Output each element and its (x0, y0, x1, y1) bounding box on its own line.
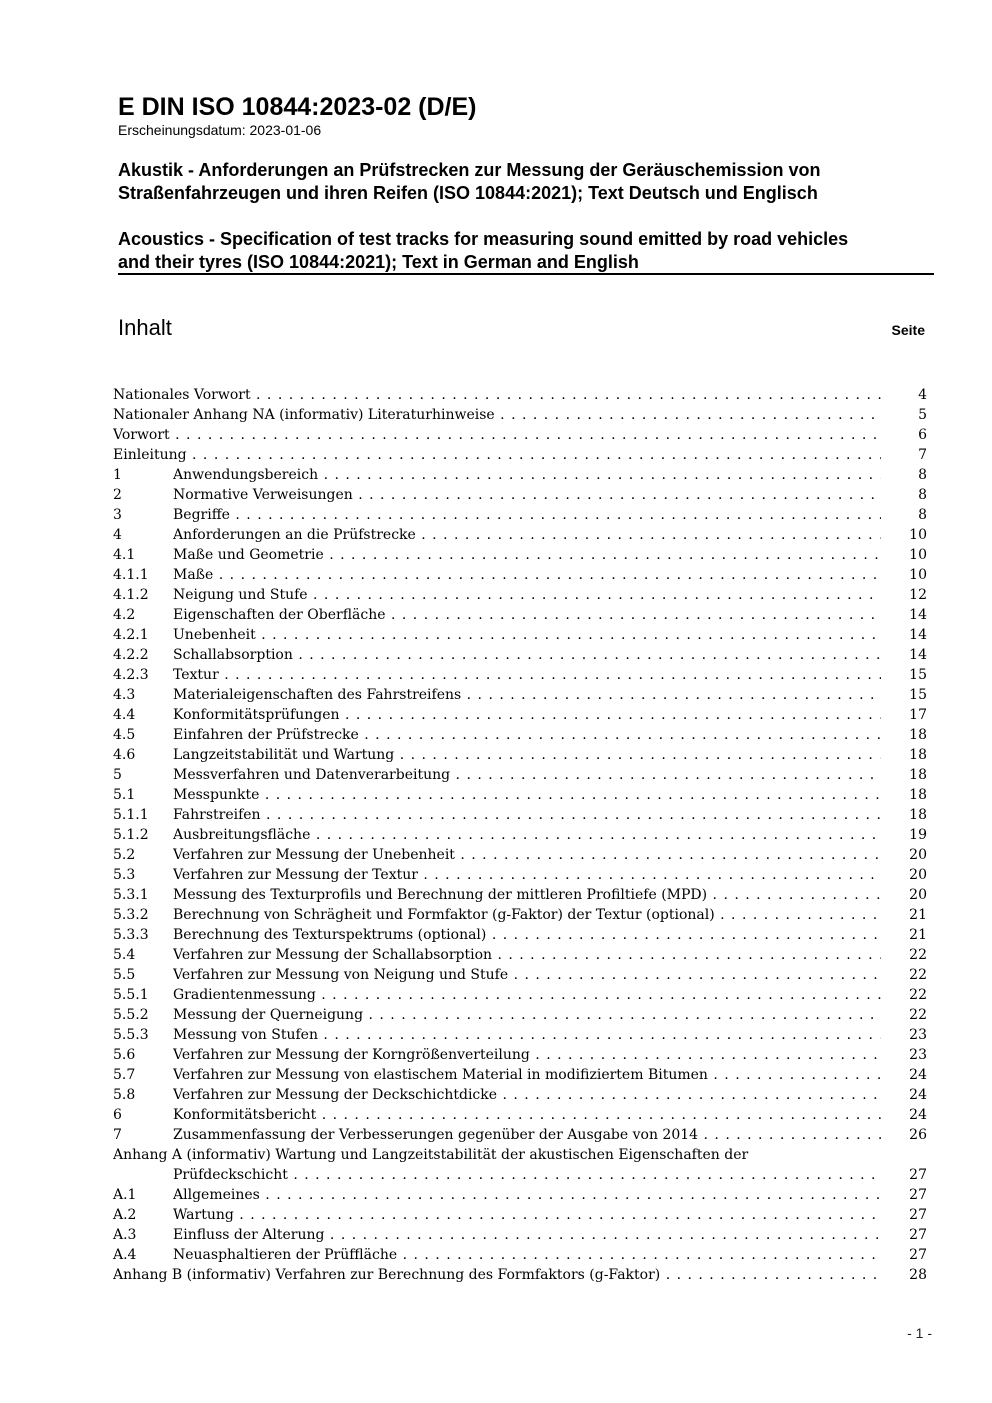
toc-entry[interactable] (113, 885, 927, 905)
toc-entry-page: 20 (909, 887, 927, 903)
toc-entry-number: 4 (113, 527, 122, 543)
toc-entry-page: 27 (909, 1247, 927, 1263)
toc-entry-page: 24 (909, 1107, 927, 1123)
toc-entry-number: 5.8 (113, 1087, 136, 1103)
toc-entry-page: 18 (909, 747, 927, 763)
toc-entry-title: Zusammenfassung der Verbesserungen gegenüber der Ausgabe von 2014 . . . (173, 1125, 881, 1145)
toc-entry[interactable] (113, 685, 927, 705)
toc-entry[interactable] (113, 545, 927, 565)
toc-entry-page: 19 (909, 827, 927, 843)
toc-entry-page: 27 (909, 1167, 927, 1183)
toc-entry-number: 4.3 (113, 687, 136, 703)
toc-entry[interactable] (113, 605, 927, 625)
toc-entry-title: Verfahren zur Messung der Textur . . . (173, 865, 881, 885)
toc-entry-title: Konformitätsprüfungen . . . (173, 705, 881, 725)
title-english-line-2: and their tyres (ISO 10844:2021); Text in German and English (118, 252, 639, 272)
toc-entry-page: 21 (909, 927, 927, 943)
toc-entry[interactable] (113, 1005, 927, 1025)
toc-entry[interactable] (113, 865, 927, 885)
toc-entry-page: 20 (909, 867, 927, 883)
page-number: - 1 - (907, 1325, 932, 1341)
toc-entry-title: Messverfahren und Datenverarbeitung . . . (173, 765, 881, 785)
document-id: E DIN ISO 10844:2023-02 (D/E) (118, 93, 477, 121)
publication-date: Erscheinungsdatum: 2023-01-06 (118, 122, 322, 138)
toc-entry[interactable] (113, 985, 927, 1005)
toc-entry-page: 27 (909, 1207, 927, 1223)
toc-entry-number: A.2 (113, 1207, 137, 1223)
toc-entry-number: 5.3 (113, 867, 136, 883)
toc-entry-title: Maße . . . (173, 565, 881, 585)
toc-entry[interactable] (113, 965, 927, 985)
toc-entry[interactable] (113, 1205, 927, 1225)
toc-entry-title: Messpunkte . . . (173, 785, 881, 805)
toc-entry-number: 4.5 (113, 727, 136, 743)
toc-entry-page: 18 (909, 787, 927, 803)
toc-entry-number: 4.2.1 (113, 627, 149, 643)
title-german-line-1: Akustik - Anforderungen an Prüfstrecken zur Messung der Geräuschemission von (118, 160, 821, 180)
toc-entry-title: Anhang A (informativ) Wartung und Langzeitstabilität der akustischen Eigenschaften der (113, 1147, 749, 1163)
toc-entry[interactable] (113, 525, 927, 545)
toc-entry-title: Fahrstreifen . . . (173, 805, 881, 825)
toc-entry-page: 24 (909, 1067, 927, 1083)
toc-entry-number: 5.1 (113, 787, 136, 803)
toc-entry-number: 4.1.1 (113, 567, 149, 583)
toc-heading: Inhalt (118, 315, 172, 340)
toc-entry[interactable] (113, 765, 927, 785)
toc-entry-title: Vorwort . . . (113, 425, 881, 445)
toc-entry-page: 22 (909, 967, 927, 983)
toc-entry-number: 2 (113, 487, 122, 503)
toc-entry-page: 8 (918, 487, 927, 503)
toc-entry[interactable] (113, 405, 927, 425)
toc-entry-number: 5.5.3 (113, 1027, 149, 1043)
toc-entry-title: Ausbreitungsfläche . . . (173, 825, 881, 845)
toc-entry-page: 8 (918, 507, 927, 523)
toc-entry-title: Allgemeines . . . (173, 1185, 881, 1205)
toc-entry-page: 26 (909, 1127, 927, 1143)
toc-entry-page: 18 (909, 807, 927, 823)
toc-entry-title: Einfluss der Alterung . . . (173, 1225, 881, 1245)
toc-entry-page: 21 (909, 907, 927, 923)
toc-entry[interactable] (113, 1025, 927, 1045)
toc-entry-page: 27 (909, 1187, 927, 1203)
toc-entry-page: 23 (909, 1027, 927, 1043)
toc-entry-page: 18 (909, 727, 927, 743)
toc-entry-page: 15 (909, 667, 927, 683)
toc-entry-number: 4.1.2 (113, 587, 149, 603)
toc-entry-page: 7 (918, 447, 927, 463)
toc-entry-page: 18 (909, 767, 927, 783)
toc-entry-number: 5.3.2 (113, 907, 149, 923)
toc-entry-page: 4 (918, 387, 927, 403)
toc-entry-number: A.1 (113, 1187, 137, 1203)
toc-entry-page: 12 (909, 587, 927, 603)
toc-entry[interactable] (113, 625, 927, 645)
toc-entry-number: 4.6 (113, 747, 136, 763)
toc-entry-title: Nationales Vorwort . . . (113, 385, 881, 405)
toc-entry[interactable] (113, 945, 927, 965)
toc-entry-title: Verfahren zur Messung der Unebenheit . . . (173, 845, 881, 865)
toc-entry-title: Unebenheit . . . (173, 625, 881, 645)
toc-entry-page: 14 (909, 607, 927, 623)
toc-entry-number: 4.2.3 (113, 667, 149, 683)
toc-entry-title: Messung des Texturprofils und Berechnung der mittleren Profiltiefe (MPD) . . . (173, 885, 881, 905)
toc-entry-title: Anwendungsbereich . . . (173, 465, 881, 485)
toc-entry-number: 5.5.1 (113, 987, 149, 1003)
toc-entry-number: 5.7 (113, 1067, 136, 1083)
toc-entry[interactable] (113, 905, 927, 925)
toc-entry-page: 22 (909, 1007, 927, 1023)
toc-entry-number: 5.6 (113, 1047, 136, 1063)
toc-entry-page: 20 (909, 847, 927, 863)
toc-entry-number: 5.3.1 (113, 887, 149, 903)
toc-entry[interactable] (113, 805, 927, 825)
toc-entry-title: Verfahren zur Messung der Deckschichtdicke . . . (173, 1085, 881, 1105)
toc-entry-title: Messung der Querneigung . . . (173, 1005, 881, 1025)
toc-entry-number: 3 (113, 507, 122, 523)
toc-entry-number: 5.4 (113, 947, 136, 963)
toc-entry[interactable] (113, 565, 927, 585)
toc-entry[interactable] (113, 785, 927, 805)
toc-entry-title: Verfahren zur Messung der Korngrößenverteilung . . . (173, 1045, 881, 1065)
toc-entry-number: A.4 (113, 1247, 137, 1263)
toc-entry[interactable] (113, 425, 927, 445)
toc-entry[interactable] (113, 745, 927, 765)
toc-entry-number: A.3 (113, 1227, 137, 1243)
toc-entry-title: Normative Verweisungen . . . (173, 485, 881, 505)
toc-entry-page: 14 (909, 647, 927, 663)
toc-entry-number: 4.2 (113, 607, 136, 623)
toc-entry-title: Einleitung . . . (113, 445, 881, 465)
toc-entry[interactable] (113, 1145, 927, 1165)
title-english (118, 228, 938, 274)
toc-entry-number: 5.1.2 (113, 827, 149, 843)
toc-entry-page: 5 (918, 407, 927, 423)
toc-entry-number: 4.2.2 (113, 647, 149, 663)
toc-entry[interactable] (113, 485, 927, 505)
toc-entry-page: 15 (909, 687, 927, 703)
toc-entry-page: 22 (909, 987, 927, 1003)
toc-entry-number: 5.5.2 (113, 1007, 149, 1023)
toc-entry-number: 1 (113, 467, 122, 483)
toc-entry-title: Messung von Stufen . . . (173, 1025, 881, 1045)
toc-entry-page: 28 (909, 1267, 927, 1283)
toc-entry[interactable] (113, 385, 927, 405)
toc-entry-title: Anhang B (informativ) Verfahren zur Berechnung des Formfaktors (g-Faktor) . . . (113, 1265, 881, 1285)
toc-entry-title: Konformitätsbericht . . . (173, 1105, 881, 1125)
toc-entry[interactable] (113, 705, 927, 725)
toc-entry-page: 22 (909, 947, 927, 963)
toc-entry-page: 14 (909, 627, 927, 643)
toc-entry-number: 5 (113, 767, 122, 783)
toc-entry-number: 5.2 (113, 847, 136, 863)
toc-entry-page: 8 (918, 467, 927, 483)
toc-entry-number: 5.1.1 (113, 807, 149, 823)
toc-entry[interactable] (113, 725, 927, 745)
toc-entry-title: Langzeitstabilität und Wartung . . . (173, 745, 881, 765)
toc-entry-number: 7 (113, 1127, 122, 1143)
toc-entry-title: Anforderungen an die Prüfstrecke . . . (173, 525, 881, 545)
toc-entry-title: Wartung . . . (173, 1205, 881, 1225)
title-divider (118, 273, 934, 275)
toc-entry-page: 10 (909, 547, 927, 563)
toc-entry-title: Neuasphaltieren der Prüffläche . . . (173, 1245, 881, 1265)
toc-entry-title: Gradientenmessung . . . (173, 985, 881, 1005)
toc-entry-number: 5.3.3 (113, 927, 149, 943)
toc-entry-number: 4.4 (113, 707, 136, 723)
toc-entry[interactable] (113, 665, 927, 685)
toc-entry[interactable] (113, 1165, 927, 1185)
toc-entry-title: Maße und Geometrie . . . (173, 545, 881, 565)
toc-entry-page: 10 (909, 527, 927, 543)
toc-entry-title: Prüfdeckschicht . . . (173, 1165, 881, 1185)
toc-entry[interactable] (113, 645, 927, 665)
toc-entry-title: Verfahren zur Messung der Schallabsorption . . . (173, 945, 881, 965)
toc-entry[interactable] (113, 505, 927, 525)
toc-entry-title: Einfahren der Prüfstrecke . . . (173, 725, 881, 745)
toc-entry-title: Verfahren zur Messung von Neigung und Stufe . . . (173, 965, 881, 985)
title-german (118, 159, 938, 205)
toc-entry[interactable] (113, 845, 927, 865)
toc-entry-title: Eigenschaften der Oberfläche . . . (173, 605, 881, 625)
toc-entry-page: 27 (909, 1227, 927, 1243)
toc-entry-title: Schallabsorption . . . (173, 645, 881, 665)
toc-entry-number: 5.5 (113, 967, 136, 983)
toc-entry-page: 6 (918, 427, 927, 443)
toc-entry[interactable] (113, 1105, 927, 1125)
toc-entry-title: Berechnung von Schrägheit und Formfaktor (g-Faktor) der Textur (optional) . . . (173, 905, 881, 925)
toc-entry-title: Berechnung des Texturspektrums (optional) . . . (173, 925, 881, 945)
toc-entry[interactable] (113, 1065, 927, 1085)
title-english-line-1: Acoustics - Specification of test tracks for measuring sound emitted by road vehicles (118, 229, 849, 249)
toc-entry-title: Nationaler Anhang NA (informativ) Literaturhinweise . . . (113, 405, 881, 425)
toc-entry[interactable] (113, 1085, 927, 1105)
toc-entry[interactable] (113, 585, 927, 605)
toc-page-column-label: Seite (891, 322, 925, 338)
title-german-line-2: Straßenfahrzeugen und ihren Reifen (ISO 10844:2021); Text Deutsch und Englisch (118, 183, 818, 203)
toc-entry[interactable] (113, 1265, 927, 1285)
toc-entry[interactable] (113, 1245, 927, 1265)
table-of-contents (113, 385, 927, 1285)
toc-entry[interactable] (113, 1125, 927, 1145)
toc-entry[interactable] (113, 1225, 927, 1245)
toc-entry[interactable] (113, 1185, 927, 1205)
toc-entry-number: 6 (113, 1107, 122, 1123)
toc-entry-title: Materialeigenschaften des Fahrstreifens . . . (173, 685, 881, 705)
toc-entry-page: 10 (909, 567, 927, 583)
toc-entry-page: 24 (909, 1087, 927, 1103)
toc-entry-number: 4.1 (113, 547, 136, 563)
toc-entry[interactable] (113, 445, 927, 465)
toc-entry[interactable] (113, 465, 927, 485)
toc-entry-page: 17 (909, 707, 927, 723)
toc-entry-page: 23 (909, 1047, 927, 1063)
toc-entry[interactable] (113, 1045, 927, 1065)
toc-entry-title: Neigung und Stufe . . . (173, 585, 881, 605)
toc-entry-title: Begriffe . . . (173, 505, 881, 525)
toc-entry-title: Verfahren zur Messung von elastischem Material in modifiziertem Bitumen . . . (173, 1065, 881, 1085)
toc-entry[interactable] (113, 825, 927, 845)
toc-entry-title: Textur . . . (173, 665, 881, 685)
toc-entry[interactable] (113, 925, 927, 945)
